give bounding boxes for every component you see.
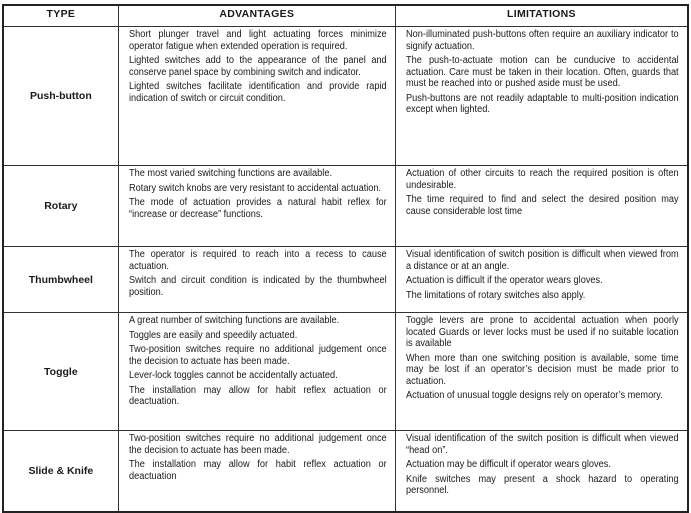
advantages-cell bbox=[118, 247, 395, 313]
type-cell: Rotary bbox=[3, 166, 118, 247]
advantage-item: A great number of switching functions are available. bbox=[128, 315, 339, 326]
limitation-item: Actuation of other circuits to reach the required position is often undesirable. bbox=[405, 168, 679, 191]
limitation-item: Actuation may be difficult if operator wears gloves. bbox=[405, 459, 611, 470]
header-limitations: LIMITATIONS bbox=[395, 5, 688, 27]
advantage-item: The operator is required to reach into a recess to cause actuation. bbox=[128, 249, 387, 272]
table-row-thumbwheel bbox=[3, 247, 688, 313]
advantage-item: Lighted switches facilitate identification and provide rapid indication of switch or circuit condition. bbox=[128, 81, 387, 104]
advantage-item: Lighted switches add to the appearance of the panel and conserve panel space by combining switch and indicator. bbox=[128, 55, 387, 78]
advantages-cell bbox=[118, 431, 395, 513]
table-row-push-button bbox=[3, 27, 688, 166]
limitation-item: Visual identification of the switch position is difficult when viewed “head on”. bbox=[405, 433, 679, 456]
table-row-toggle bbox=[3, 313, 688, 431]
limitations-cell bbox=[395, 247, 688, 313]
advantage-item: The installation may allow for habit reflex actuation or deactuation bbox=[128, 459, 387, 482]
limitation-item: The limitations of rotary switches also apply. bbox=[405, 289, 586, 301]
header-advantages: ADVANTAGES bbox=[118, 5, 395, 27]
table-row-slide-knife bbox=[3, 431, 688, 513]
header-type: TYPE bbox=[3, 5, 118, 27]
limitation-item: The push-to-actuate motion can be cunducive to accidental actuation. Care must be taken in their location. Often, guards that must be reached into or pushed aside must be used. bbox=[405, 55, 679, 89]
limitation-item: Knife switches may present a shock hazard to operating personnel. bbox=[405, 473, 679, 496]
limitation-item: Push-buttons are not readily adaptable to multi-position indication except when lighted. bbox=[405, 92, 679, 115]
advantage-item: Two-position switches require no additional judgement once the decision to actuate has been made. bbox=[128, 433, 387, 456]
advantage-item: The mode of actuation provides a natural habit reflex for “increase or decrease” functions. bbox=[128, 197, 387, 220]
type-cell: Slide & Knife bbox=[3, 431, 118, 513]
limitation-item: Actuation is difficult if the operator wears gloves. bbox=[405, 275, 603, 286]
advantages-cell bbox=[118, 166, 395, 247]
advantages-cell bbox=[118, 313, 395, 431]
advantage-item: Lever-lock toggles cannot be accidentally actuated. bbox=[128, 370, 338, 381]
limitation-item: Toggle levers are prone to accidental actuation when poorly located Guards or lever locks must be used if no suitable location is available bbox=[405, 315, 679, 349]
type-cell: Push-button bbox=[3, 27, 118, 166]
advantage-item: Switch and circuit condition is indicated by the thumbwheel position. bbox=[128, 275, 387, 298]
advantage-item: Short plunger travel and light actuating forces minimize operator fatigue when extended operation is required. bbox=[128, 29, 387, 52]
advantage-item: The installation may allow for habit reflex actuation or deactuation. bbox=[128, 384, 387, 407]
limitation-item: The time required to find and select the desired position may cause considerable lost time bbox=[405, 194, 679, 217]
limitation-item: Non-illuminated push-buttons often require an auxiliary indicator to signify actuation. bbox=[405, 29, 679, 52]
type-cell: Toggle bbox=[3, 313, 118, 431]
header-row bbox=[3, 5, 688, 27]
switch-comparison-table bbox=[2, 4, 689, 513]
advantage-item: Two-position switches require no additional judgement once the decision to actuate has been made. bbox=[128, 344, 387, 367]
advantage-item: Toggles are easily and speedily actuated. bbox=[128, 329, 297, 341]
limitation-item: Visual identification of switch position is difficult when viewed from a distance or at an angle. bbox=[405, 249, 679, 272]
limitations-cell bbox=[395, 313, 688, 431]
limitations-cell bbox=[395, 166, 688, 247]
advantage-item: The most varied switching functions are available. bbox=[128, 168, 332, 179]
table-row-rotary bbox=[3, 166, 688, 247]
limitations-cell bbox=[395, 27, 688, 166]
limitations-cell bbox=[395, 431, 688, 513]
type-cell: Thumbwheel bbox=[3, 247, 118, 313]
advantages-cell bbox=[118, 27, 395, 166]
advantage-item: Rotary switch knobs are very resistant to accidental actuation. bbox=[128, 182, 381, 194]
limitation-item: Actuation of unusual toggle designs rely on operator’s memory. bbox=[405, 390, 663, 401]
limitation-item: When more than one switching position is available, some time may be lost if an operator’s decision must be made prior to actuation. bbox=[405, 352, 679, 387]
